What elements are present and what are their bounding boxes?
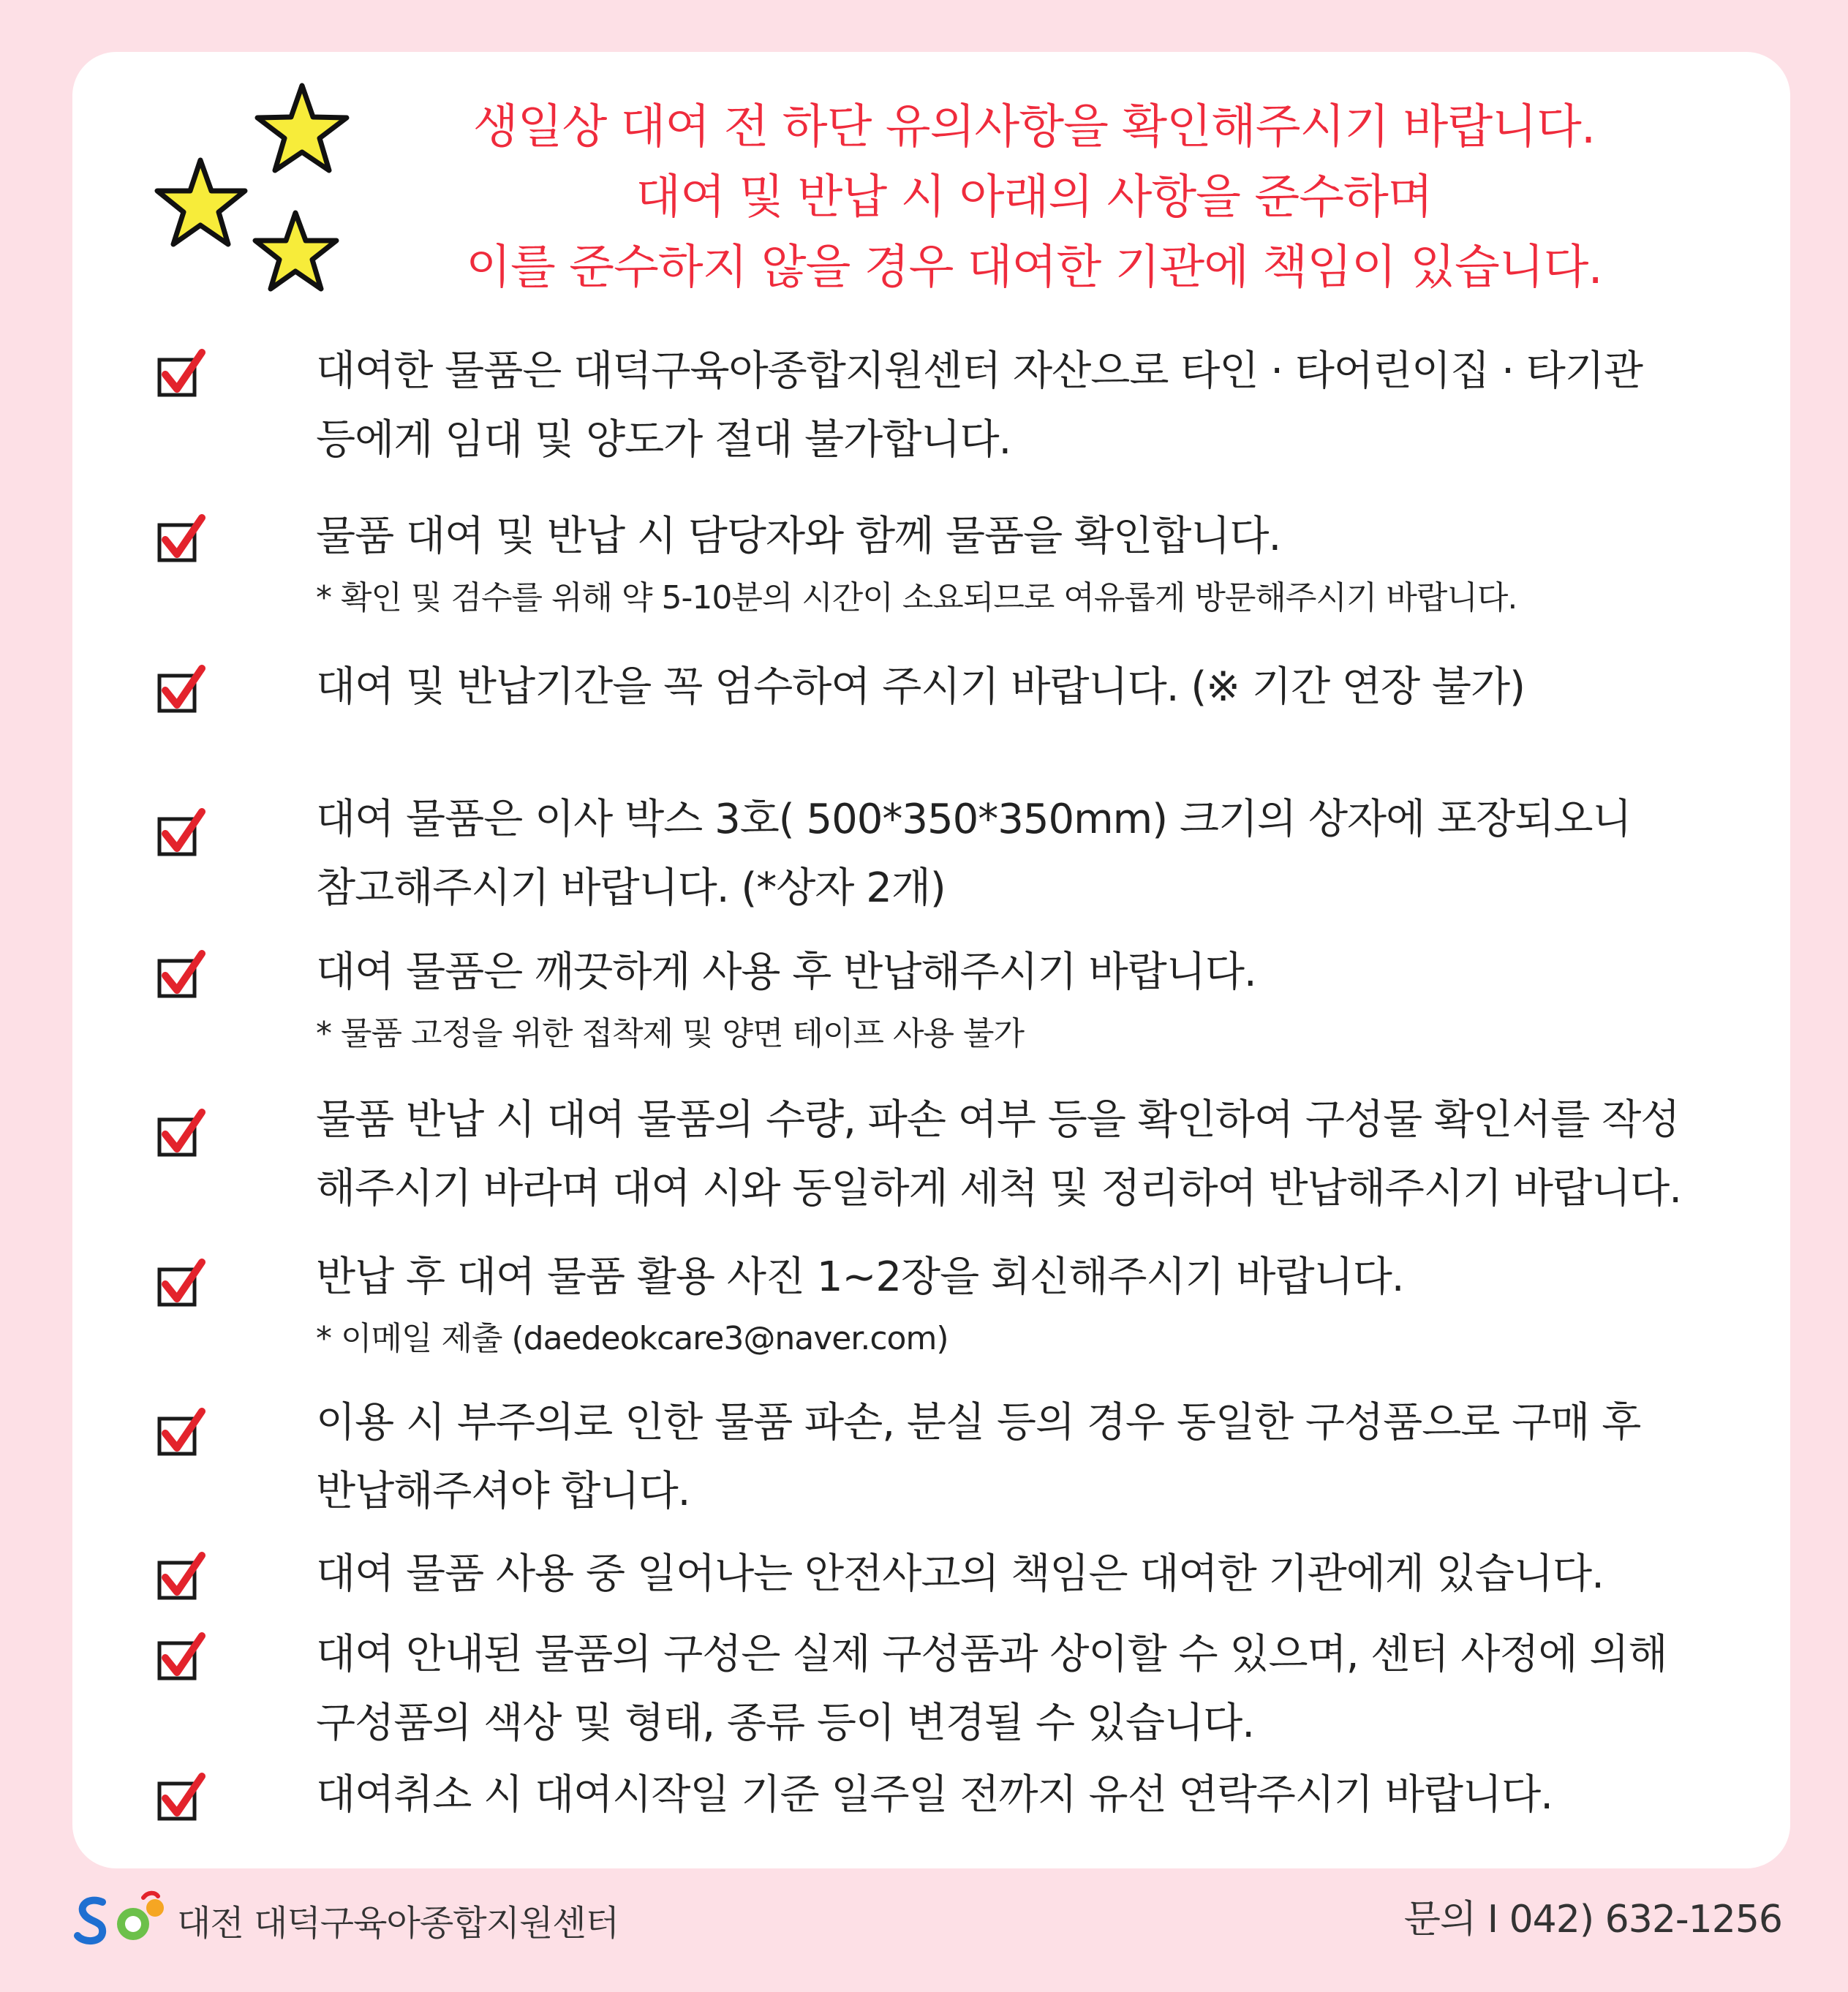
footer-org: [73, 1887, 619, 1953]
contact-phone: 문의 I 042) 632-1256: [1403, 1898, 1782, 1942]
notice-item: [155, 1389, 1757, 1526]
notice-item: [155, 337, 1757, 475]
stars-icon: [149, 81, 361, 293]
item-note: * 물품 고정을 위한 접착제 및 양면 테이프 사용 불가: [316, 1015, 1024, 1052]
item-line: 물품 반납 시 대여 물품의 수량, 파손 여부 등을 확인하여 구성물 확인서를 작성: [316, 1096, 1680, 1144]
item-line: 물품 대여 및 반납 시 담당자와 함께 물품을 확인합니다.: [316, 513, 1281, 560]
item-text: [316, 1540, 1757, 1609]
item-line: 대여한 물품은 대덕구육아종합지원센터 자산으로 타인 · 타어린이집 · 타기관: [316, 347, 1643, 395]
notice-item: [155, 938, 1757, 1061]
item-line: 이용 시 부주의로 인한 물품 파손, 분실 등의 경우 동일한 구성품으로 구매 후: [316, 1399, 1641, 1446]
checkbox-checked-icon: [155, 1551, 206, 1602]
item-text: [316, 938, 1757, 1061]
notice-item: [155, 785, 1757, 923]
notice-item: [155, 1761, 1757, 1830]
checkbox-checked-icon: [155, 1631, 206, 1683]
checkbox-checked-icon: [155, 1108, 206, 1159]
item-line: 등에게 임대 및 양도가 절대 불가합니다.: [316, 416, 1011, 464]
checkbox-checked-icon: [155, 949, 206, 1000]
item-text: [316, 502, 1757, 625]
item-text: [316, 1243, 1757, 1366]
checkbox-checked-icon: [155, 348, 206, 399]
item-text: [316, 1761, 1757, 1830]
notice-header: [394, 92, 1674, 303]
item-line: 대여 물품 사용 중 일어나는 안전사고의 책임은 대여한 기관에게 있습니다.: [316, 1550, 1604, 1598]
item-text: [316, 1086, 1757, 1223]
header-line: 생일상 대여 전 하단 유의사항을 확인해주시기 바랍니다.: [472, 100, 1596, 154]
center-logo-icon: [73, 1890, 168, 1949]
item-line: 반납 후 대여 물품 활용 사진 1~2장을 회신해주시기 바랍니다.: [316, 1253, 1404, 1301]
header-line: 이를 준수하지 않을 경우 대여한 기관에 책임이 있습니다.: [466, 241, 1602, 295]
item-text: [316, 337, 1757, 475]
item-text: [316, 653, 1757, 722]
item-line: 대여 및 반납기간을 꼭 엄수하여 주시기 바랍니다. (※ 기간 연장 불가): [316, 663, 1525, 711]
checkbox-checked-icon: [155, 807, 206, 859]
checkbox-checked-icon: [155, 1407, 206, 1458]
checkbox-checked-icon: [155, 1258, 206, 1309]
item-line: 구성품의 색상 및 형태, 종류 등이 변경될 수 있습니다.: [316, 1699, 1255, 1747]
notice-item: [155, 1540, 1757, 1609]
item-text: [316, 1389, 1757, 1526]
item-line: 반납해주셔야 합니다.: [316, 1468, 690, 1515]
checkbox-checked-icon: [155, 664, 206, 715]
notice-item: [155, 1243, 1757, 1366]
notice-item: [155, 1621, 1757, 1758]
item-note: * 확인 및 검수를 위해 약 5-10분의 시간이 소요되므로 여유롭게 방문해주시기 바랍니다.: [316, 579, 1517, 616]
item-note: * 이메일 제출 (daedeokcare3@naver.com): [316, 1320, 948, 1357]
item-text: [316, 785, 1757, 923]
item-line: 대여취소 시 대여시작일 기준 일주일 전까지 유선 연락주시기 바랍니다.: [316, 1771, 1553, 1819]
item-line: 참고해주시기 바랍니다. (*상자 2개): [316, 864, 946, 912]
notice-card: [72, 52, 1790, 1868]
item-line: 대여 물품은 이사 박스 3호( 500*350*350mm) 크기의 상자에 포장되오니: [316, 796, 1632, 843]
item-line: 해주시기 바라며 대여 시와 동일하게 세척 및 정리하여 반납해주시기 바랍니다.: [316, 1165, 1682, 1212]
checkbox-checked-icon: [155, 513, 206, 565]
notice-item: [155, 502, 1757, 625]
item-line: 대여 물품은 깨끗하게 사용 후 반납해주시기 바랍니다.: [316, 948, 1256, 996]
org-name: 대전 대덕구육아종합지원센터: [177, 1902, 619, 1944]
item-text: [316, 1621, 1757, 1758]
header-line: 대여 및 반납 시 아래의 사항을 준수하며: [636, 170, 1433, 225]
notice-item: [155, 653, 1757, 722]
item-line: 대여 안내된 물품의 구성은 실제 구성품과 상이할 수 있으며, 센터 사정에 의해: [316, 1631, 1667, 1678]
notice-item: [155, 1086, 1757, 1223]
checkbox-checked-icon: [155, 1772, 206, 1823]
